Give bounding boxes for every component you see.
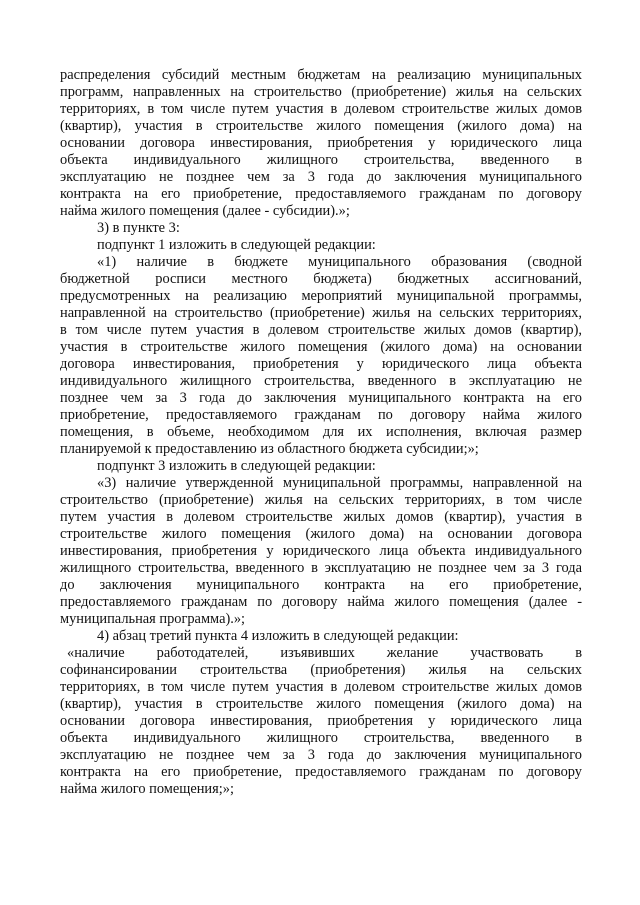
text-line: софинансировании строительства (приобретения) жилья на сельских — [60, 662, 582, 678]
text-line: (квартир), участия в строительстве жилого помещения (жилого дома) на — [60, 118, 582, 134]
text-line: инвестирования, приобретения у юридического лица объекта индивидуального — [60, 543, 582, 559]
text-line: (квартир), участия в строительстве жилого помещения (жилого дома) на — [60, 696, 582, 712]
text-line: найма жилого помещения;»; — [60, 781, 234, 797]
paragraph — [60, 67, 582, 220]
text-line: путем участия в долевом строительстве жилых домов (квартир), участия в — [60, 509, 582, 525]
paragraph — [60, 220, 582, 237]
paragraph — [60, 645, 582, 798]
text-line: основании договора инвестирования, приобретения у юридического лица — [60, 135, 582, 151]
paragraph — [60, 458, 582, 475]
text-line: планируемой к предоставлению из областного бюджета субсидии;»; — [60, 441, 479, 457]
paragraph — [60, 237, 582, 254]
text-line: предоставляемого гражданам по договору найма жилого помещения (далее - — [60, 594, 582, 610]
text-line: основании договора инвестирования, приобретения у юридического лица — [60, 713, 582, 729]
text-line: позднее чем за 3 года до заключения муниципального контракта на его — [60, 390, 582, 406]
text-line: найма жилого помещения (далее - субсидии).»; — [60, 203, 350, 219]
text-line: территориях, в том числе путем участия в долевом строительстве жилых домов — [60, 679, 582, 695]
text-line: контракта на его приобретение, предоставляемого гражданам по договору — [60, 764, 582, 780]
text-line: бюджетной росписи местного бюджета) бюджетных ассигнований, — [60, 271, 582, 287]
text-line: участия в строительстве жилого помещения (жилого дома) на основании — [60, 339, 582, 355]
text-line: приобретение, предоставляемого гражданам по договору найма жилого — [60, 407, 582, 423]
text-line: направленной на строительство (приобретение) жилья на сельских территориях, — [60, 305, 582, 321]
text-line: «1) наличие в бюджете муниципального образования (сводной — [97, 254, 582, 270]
text-line: до заключения муниципального контракта на его приобретение, — [60, 577, 582, 593]
text-line: эксплуатацию не позднее чем за 3 года до заключения муниципального — [60, 169, 582, 185]
paragraph — [60, 475, 582, 628]
paragraph — [60, 628, 582, 645]
text-line: в том числе путем участия в долевом строительстве жилых домов (квартир), — [60, 322, 582, 338]
text-line: жилищного строительства, введенного в эксплуатацию не позднее чем за 3 года — [60, 560, 582, 576]
text-line: муниципальная программа).»; — [60, 611, 246, 627]
text-line: контракта на его приобретение, предоставляемого гражданам по договору — [60, 186, 582, 202]
text-line: «3) наличие утвержденной муниципальной программы, направленной на — [97, 475, 582, 491]
text-line: эксплуатацию не позднее чем за 3 года до заключения муниципального — [60, 747, 582, 763]
text-line: договора инвестирования, приобретения у юридического лица объекта — [60, 356, 582, 372]
text-line: подпункт 1 изложить в следующей редакции: — [97, 237, 376, 253]
document-page — [60, 67, 582, 798]
text-line: 3) в пункте 3: — [97, 220, 180, 236]
text-line: объекта индивидуального жилищного строительства, введенного в — [60, 152, 582, 168]
text-line: строительство (приобретение) жилья на сельских территориях, в том числе — [60, 492, 582, 508]
text-line: подпункт 3 изложить в следующей редакции: — [97, 458, 376, 474]
text-line: распределения субсидий местным бюджетам на реализацию муниципальных — [60, 67, 582, 83]
text-line: территориях, в том числе путем участия в долевом строительстве жилых домов — [60, 101, 582, 117]
text-line: строительстве жилого помещения (жилого дома) на основании договора — [60, 526, 582, 542]
text-line: 4) абзац третий пункта 4 изложить в следующей редакции: — [97, 628, 459, 644]
paragraph — [60, 254, 582, 458]
text-line: объекта индивидуального жилищного строительства, введенного в — [60, 730, 582, 746]
text-line: индивидуального жилищного строительства, введенного в эксплуатацию не — [60, 373, 582, 389]
text-line: помещения, в объеме, необходимом для их исполнения, включая размер — [60, 424, 582, 440]
text-line: предусмотренных на реализацию мероприятий муниципальной программы, — [60, 288, 582, 304]
text-line: программ, направленных на строительство (приобретение) жилья на сельских — [60, 84, 582, 100]
text-line: «наличие работодателей, изъявивших желание участвовать в — [67, 645, 582, 661]
